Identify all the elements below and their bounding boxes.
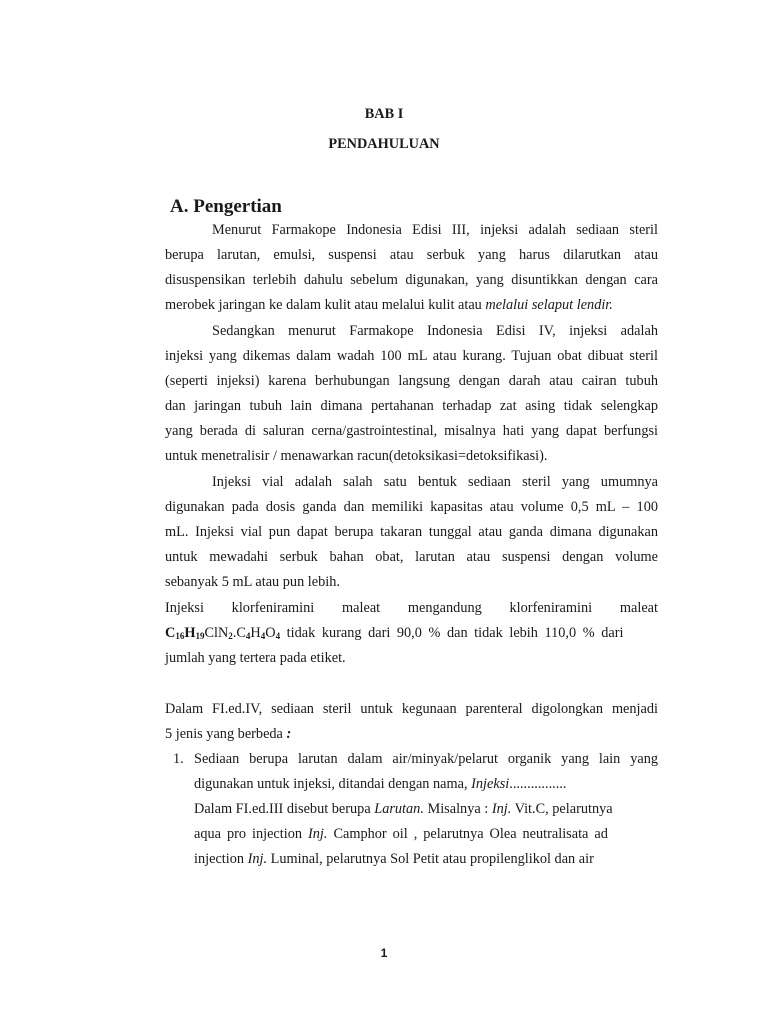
formula-line xyxy=(165,623,658,646)
paragraph-line xyxy=(165,724,658,744)
chapter-number: BAB I xyxy=(364,106,404,122)
italic-text: melalui selaput lendir. xyxy=(485,297,613,313)
italic-text: Injeksi xyxy=(471,776,510,792)
text-span: 5 jenis yang berbeda xyxy=(165,726,287,742)
formula-part: O xyxy=(265,625,276,641)
italic-text: Inj. xyxy=(247,851,268,867)
chapter-title: PENDAHULUAN xyxy=(328,136,440,152)
text-span: ................ xyxy=(509,776,567,792)
text-span: merobek jaringan ke dalam kulit atau melalui kulit atau xyxy=(165,297,486,313)
paragraph-line: Menurut Farmakope Indonesia Edisi III, injeksi adalah sediaan steril xyxy=(212,222,658,238)
list-item-line xyxy=(194,849,658,869)
chemical-formula xyxy=(165,625,204,641)
paragraph-line: sebanyak 5 mL atau pun lebih. xyxy=(165,574,340,590)
text-span: Camphor oil , pelarutnya Olea neutralisata ad xyxy=(327,826,608,842)
italic-text: Larutan. xyxy=(374,801,424,817)
paragraph-line: digunakan pada dosis ganda dan memiliki kapasitas atau volume 0,5 mL – 100 xyxy=(165,499,658,515)
formula-part: . xyxy=(232,625,237,641)
list-item-line xyxy=(194,824,658,844)
paragraph-line: yang berada di saluran cerna/gastrointestinal, misalnya hati yang dapat berfungsi xyxy=(165,423,658,439)
formula-sub: 19 xyxy=(195,631,205,641)
paragraph-line: Sedangkan menurut Farmakope Indonesia Edisi IV, injeksi adalah xyxy=(212,323,658,339)
list-item-line xyxy=(194,799,658,819)
paragraph-line: dan jaringan tubuh lain dimana pertahanan terhadap zat asing tidak selengkap xyxy=(165,398,658,414)
paragraph-line: jumlah yang tertera pada etiket. xyxy=(165,650,346,666)
formula-sub: 16 xyxy=(175,631,185,641)
paragraph-line: (seperti injeksi) karena berhubungan langsung dengan darah atau cairan tubuh xyxy=(165,373,658,389)
formula-part: C xyxy=(165,625,176,641)
list-number: 1. xyxy=(173,751,184,767)
formula-sub: 4 xyxy=(275,631,281,641)
italic-text: Inj. xyxy=(308,826,328,842)
text-span: injection xyxy=(194,851,248,867)
text-span: tidak kurang dari 90,0 % dan tidak lebih 110,0 % dari xyxy=(280,625,624,641)
paragraph-line: disuspensikan terlebih dahulu sebelum digunakan, yang disuntikkan dengan cara xyxy=(165,272,658,288)
paragraph-line xyxy=(165,295,658,315)
italic-text: Inj. xyxy=(491,801,512,817)
paragraph-line: Injeksi klorfeniramini maleat mengandung klorfeniramini maleat xyxy=(165,600,658,616)
formula-sub: 4 xyxy=(260,631,266,641)
text-span: digunakan untuk injeksi, ditandai dengan nama, xyxy=(194,776,472,792)
text-span: Vit.C, pelarutnya xyxy=(511,801,613,817)
formula-part: H xyxy=(184,625,196,641)
page-number: 1 xyxy=(380,946,388,960)
colon-mark: : xyxy=(286,726,292,742)
text-span: Dalam FI.ed.III disebut berupa xyxy=(194,801,375,817)
paragraph-line: injeksi yang dikemas dalam wadah 100 mL atau kurang. Tujuan obat dibuat steril xyxy=(165,348,658,364)
section-heading: A. Pengertian xyxy=(170,196,282,217)
paragraph-line: Dalam FI.ed.IV, sediaan steril untuk kegunaan parenteral digolongkan menjadi xyxy=(165,701,658,717)
formula-part: ClN xyxy=(204,625,229,641)
paragraph-line: berupa larutan, emulsi, suspensi atau serbuk yang harus dilarutkan atau xyxy=(165,247,658,263)
formula-part: C xyxy=(236,625,246,641)
paragraph-line: untuk menetralisir / menawarkan racun(detoksikasi=detoksifikasi). xyxy=(165,448,548,464)
formula-sub: 2 xyxy=(228,631,233,641)
text-span: Luminal, pelarutnya Sol Petit atau propilenglikol dan air xyxy=(267,851,594,867)
paragraph-line: untuk mewadahi serbuk bahan obat, larutan atau suspensi dengan volume xyxy=(165,549,658,565)
formula-part: H xyxy=(250,625,261,641)
paragraph-line: mL. Injeksi vial pun dapat berupa takaran tunggal atau ganda dimana digunakan xyxy=(165,524,658,540)
paragraph-line: Injeksi vial adalah salah satu bentuk sediaan steril yang umumnya xyxy=(212,474,658,490)
list-item-line xyxy=(194,774,658,794)
list-item-line: Sediaan berupa larutan dalam air/minyak/pelarut organik yang lain yang xyxy=(194,751,658,767)
formula-sub: 4 xyxy=(245,631,251,641)
text-span: Misalnya : xyxy=(423,801,492,817)
text-span: aqua pro injection xyxy=(194,826,308,842)
